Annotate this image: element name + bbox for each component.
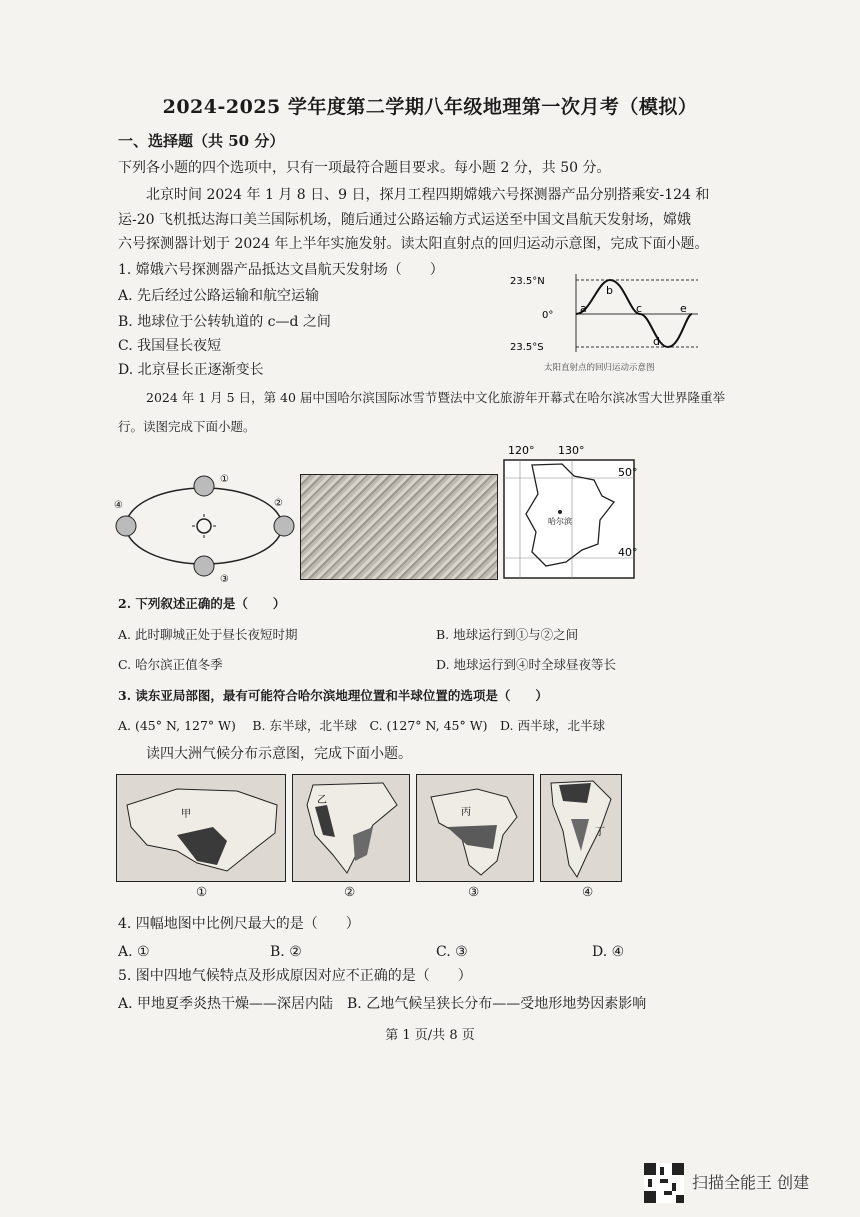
- fig1-point-a: a: [580, 302, 587, 315]
- harbin-location-map: [502, 440, 642, 582]
- fig1-point-d: d: [653, 335, 660, 348]
- q3-options: A. (45° N, 127° W) B. 东半球，北半球 C. (127° N, 45° W) D. 西半球，北半球: [118, 718, 605, 733]
- fig1-point-e: e: [680, 302, 687, 315]
- region-yi: 乙: [317, 795, 327, 806]
- map-lat-50: 50°: [618, 466, 638, 479]
- q2-stem: 2. 下列叙述正确的是（ ）: [118, 596, 286, 611]
- passage1-line1: 北京时间 2024 年 1 月 8 日、9 日，探月工程四期嫦娥六号探测器产品分别搭乘安-124 和: [146, 187, 710, 203]
- map-label-2: ②: [344, 884, 356, 899]
- q1-stem: 1. 嫦娥六号探测器产品抵达文昌航天发射场（ ）: [118, 262, 444, 278]
- section-instruction: 下列各小题的四个选项中，只有一项最符合题目要求。每小题 2 分，共 50 分。: [118, 160, 611, 176]
- fig1-point-b: b: [606, 284, 613, 297]
- fig1-label-eq: 0°: [542, 310, 554, 321]
- page-number: 第 1 页/共 8 页: [385, 1028, 475, 1043]
- map-africa: [416, 774, 534, 882]
- q4-stem: 4. 四幅地图中比例尺最大的是（ ）: [118, 916, 360, 932]
- section-heading: 一、选择题（共 50 分）: [118, 132, 285, 150]
- q5-stem: 5. 图中四地气候特点及形成原因对应不正确的是（ ）: [118, 968, 472, 984]
- orbit-mark-1: ①: [220, 474, 229, 485]
- q1-option-d: D. 北京昼长正逐渐变长: [118, 362, 264, 378]
- map-label-4: ④: [582, 884, 594, 899]
- q2-option-c: C. 哈尔滨正值冬季: [118, 657, 223, 672]
- earth-orbit-diagram: [112, 464, 297, 589]
- map-lat-40: 40°: [618, 546, 638, 559]
- q2-option-d: D. 地球运行到④时全球昼夜等长: [436, 657, 617, 672]
- fig1-caption: 太阳直射点的回归运动示意图: [544, 363, 655, 373]
- fig1-label-n: 23.5°N: [510, 276, 545, 287]
- map-asia: [116, 774, 286, 882]
- region-bing: 丙: [461, 807, 471, 818]
- q2-option-a: A. 此时聊城正处于昼长夜短时期: [118, 627, 298, 642]
- q2-option-b: B. 地球运行到①与②之间: [436, 627, 579, 642]
- passage3: 读四大洲气候分布示意图，完成下面小题。: [146, 746, 412, 762]
- region-ding: 丁: [595, 827, 605, 838]
- solar-migration-diagram: [508, 268, 708, 376]
- map-north-america: [292, 774, 410, 882]
- q3-stem: 3. 读东亚局部图，最有可能符合哈尔滨地理位置和半球位置的选项是（ ）: [118, 688, 548, 703]
- sun-icon: [197, 519, 211, 533]
- q5-options: A. 甲地夏季炎热干燥——深居内陆 B. 乙地气候呈狭长分布——受地形地势因素影响: [118, 996, 647, 1012]
- passage1-line3: 六号探测器计划于 2024 年上半年实施发射。读太阳直射点的回归运动示意图，完成下面小题。: [118, 236, 709, 252]
- orbit-mark-3: ③: [220, 574, 229, 585]
- fig1-point-c: c: [636, 302, 643, 315]
- map-lon-120: 120°: [508, 444, 535, 457]
- passage2-line2: 行。读图完成下面小题。: [118, 419, 256, 434]
- passage1-line2: 运-20 飞机抵达海口美兰国际机场，随后通过公路运输方式运送至中国文昌航天发射场，嫦娥: [118, 212, 691, 228]
- passage2-line1: 2024 年 1 月 5 日，第 40 届中国哈尔滨国际冰雪节暨法中文化旅游年开幕式在哈尔滨冰雪大世界隆重举: [146, 390, 725, 405]
- q4-option-a: A. ①: [118, 944, 150, 960]
- q4-option-b: B. ②: [270, 944, 302, 960]
- map-label-3: ③: [468, 884, 480, 899]
- q1-option-b: B. 地球位于公转轨道的 c—d 之间: [118, 314, 331, 330]
- map-south-america: [540, 774, 622, 882]
- orbit-mark-4: ④: [114, 500, 123, 511]
- orbit-mark-2: ②: [274, 498, 283, 509]
- q1-option-c: C. 我国昼长夜短: [118, 338, 222, 354]
- exam-title: 2024-2025 学年度第二学期八年级地理第一次月考（模拟）: [162, 96, 698, 118]
- q4-option-c: C. ③: [436, 944, 468, 960]
- region-jia: 甲: [181, 809, 191, 820]
- q1-option-a: A. 先后经过公路运输和航空运输: [118, 288, 320, 304]
- q4-option-d: D. ④: [592, 944, 625, 960]
- fig1-label-s: 23.5°S: [510, 342, 544, 353]
- earth-icon: [194, 556, 214, 576]
- map-lon-130: 130°: [558, 444, 585, 457]
- qr-code-icon: [644, 1163, 684, 1203]
- map-label-1: ①: [196, 884, 208, 899]
- earth-icon: [194, 476, 214, 496]
- scanner-brand: 扫描全能王 创建: [692, 1173, 810, 1192]
- earth-icon: [116, 516, 136, 536]
- harbin-dot-icon: [558, 510, 562, 514]
- map-city-harbin: 哈尔滨: [548, 517, 572, 526]
- earth-icon: [274, 516, 294, 536]
- ice-festival-photo: [300, 474, 498, 580]
